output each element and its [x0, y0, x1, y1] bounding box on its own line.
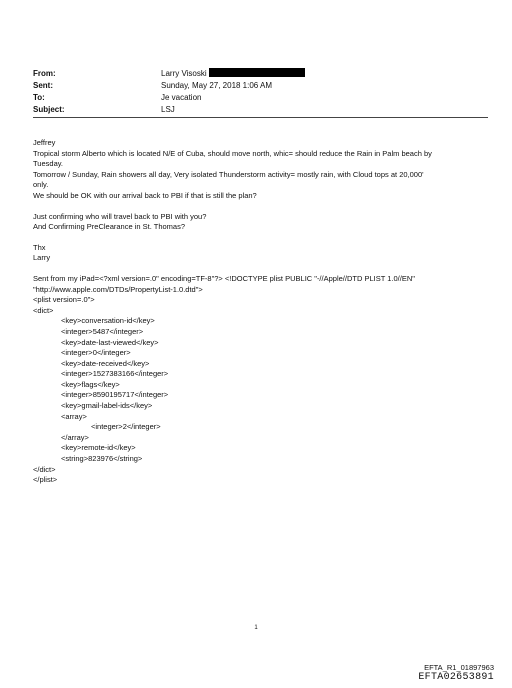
spacer	[33, 233, 493, 243]
sent-value: Sunday, May 27, 2018 1:06 AM	[161, 81, 273, 90]
subject-label: Subject:	[33, 105, 65, 114]
body-line: Tomorrow / Sunday, Rain showers all day, Very isolated Thunderstorm activity= mostly rain, with Cloud tops at 20,000'	[33, 169, 424, 179]
plist-line: "http://www.apple.com/DTDs/PropertyList-1.0.dtd">	[33, 284, 203, 294]
plist-line: <integer>1527383166</integer>	[61, 369, 169, 379]
redaction-bar	[209, 68, 305, 77]
body-line: Just confirming who will travel back to PBI with you?	[33, 211, 207, 221]
email-header	[33, 68, 493, 116]
plist-line: Sent from my iPad=<?xml version=.0" encoding=TF-8"?> <!DOCTYPE plist PUBLIC "-//Apple//DTD PLIST 1.0//EN"	[33, 273, 415, 283]
plist-line: <dict>	[33, 305, 54, 315]
body-line: Tuesday.	[33, 159, 64, 169]
plist-line: <string>823976</string>	[61, 454, 143, 464]
body-line: And Confirming PreClearance in St. Thomas?	[33, 222, 186, 232]
greeting: Jeffrey	[33, 138, 56, 147]
header-divider	[33, 117, 488, 118]
plist-line: </plist>	[33, 475, 58, 485]
sender-name: Larry	[33, 253, 51, 263]
plist-line: <integer>2</integer>	[91, 422, 161, 432]
plist-line: <integer>0</integer>	[61, 348, 131, 358]
to-row	[33, 92, 493, 104]
from-row	[33, 68, 493, 80]
body-line: We should be OK with our arrival back to PBI if that is still the plan?	[33, 190, 257, 200]
plist-line: <integer>5487</integer>	[61, 326, 144, 336]
plist-line: <plist version=.0">	[33, 295, 95, 305]
subject-row	[33, 104, 493, 116]
bates-footer	[418, 663, 494, 683]
to-value: Je vacation	[161, 93, 202, 102]
bates-id-primary: EFTA_R1_01897963	[424, 663, 494, 672]
plist-line: <integer>8590195717</integer>	[61, 390, 169, 400]
plist-line: </dict>	[33, 464, 56, 474]
plist-line: <key>date-received</key>	[61, 358, 150, 368]
spacer	[33, 264, 493, 274]
plist-line: <key>conversation-id</key>	[61, 316, 155, 326]
sent-row	[33, 80, 493, 92]
email-body	[33, 138, 493, 486]
plist-line: <key>gmail-label-ids</key>	[61, 401, 153, 411]
from-value-wrap	[161, 68, 493, 80]
plist-line: <key>remote-id</key>	[61, 443, 136, 453]
from-label: From:	[33, 69, 56, 78]
spacer	[33, 202, 493, 212]
to-label: To:	[33, 93, 45, 102]
signoff: Thx	[33, 242, 46, 252]
plist-line: </array>	[61, 432, 89, 442]
plist-line: <key>flags</key>	[61, 379, 120, 389]
page-number: 1	[254, 625, 258, 631]
from-value: Larry Visoski	[161, 69, 207, 78]
sent-label: Sent:	[33, 81, 53, 90]
body-line: only.	[33, 180, 49, 190]
bates-id-secondary: EFTA02653891	[418, 672, 494, 683]
body-line: Tropical storm Alberto which is located N/E of Cuba, should move north, whic= should reduce the Rain in Palm beach by	[33, 148, 432, 158]
plist-line: <array>	[61, 411, 87, 421]
plist-line: <key>date-last-viewed</key>	[61, 337, 159, 347]
subject-value: LSJ	[161, 105, 175, 114]
